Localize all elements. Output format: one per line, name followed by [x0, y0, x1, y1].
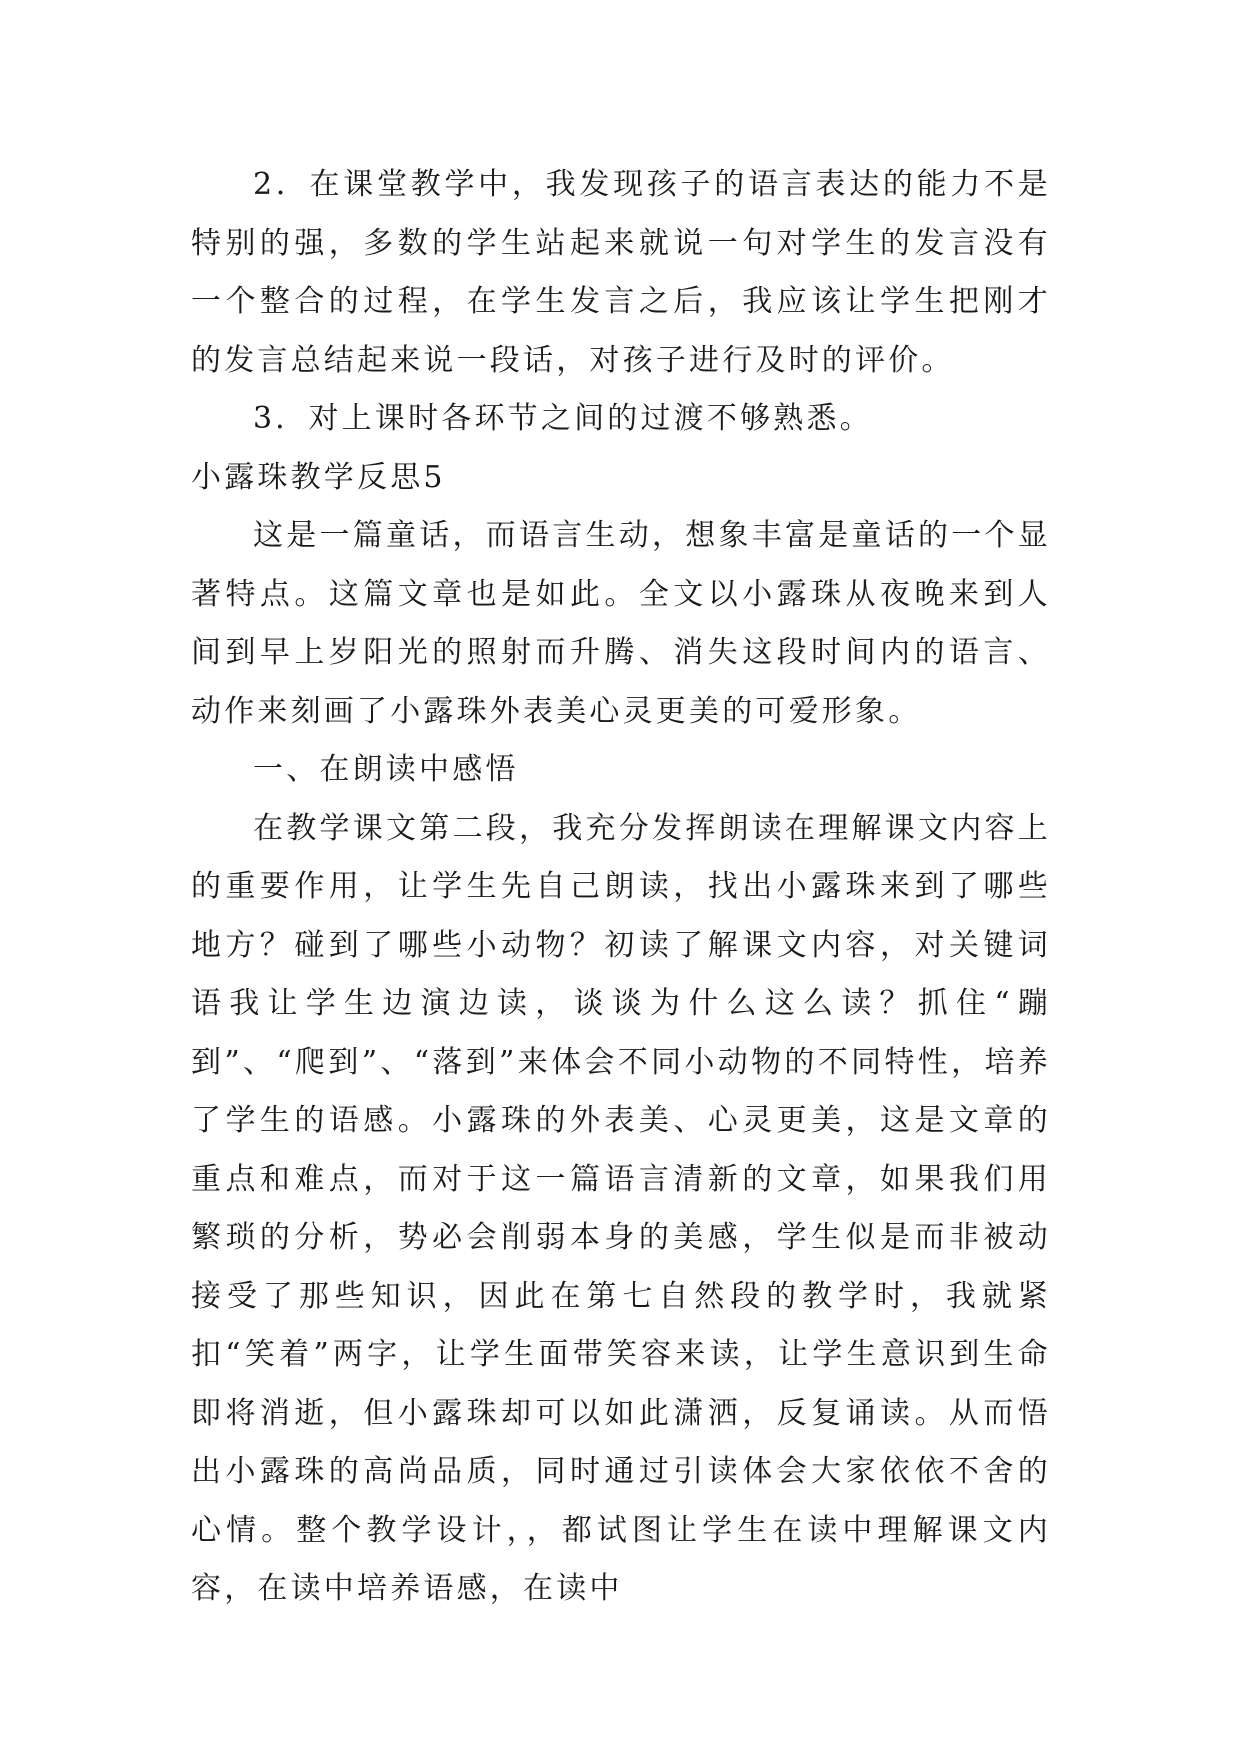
section-heading: 小露珠教学反思5 — [191, 459, 446, 495]
document-body — [191, 156, 1051, 1619]
paragraph-intro: 这是一篇童话，而语言生动，想象丰富是童话的一个显著特点。这篇文章也是如此。全文以小露珠从夜晚来到人间到早上岁阳光的照射而升腾、消失这段时间内的语言、动作来刻画了小露珠外表美心灵更美的可爱形象。 — [191, 518, 1051, 729]
paragraph-point-3: 3．对上课时各环节之间的过渡不够熟悉。 — [253, 401, 873, 436]
subheading-reading: 一、在朗读中感悟 — [253, 752, 519, 787]
paragraph-point-2: 2．在课堂教学中，我发现孩子的语言表达的能力不是特别的强，多数的学生站起来就说一句对学生的发言没有一个整合的过程，在学生发言之后，我应该让学生把刚才的发言总结起来说一段话，对孩子进行及时的评价。 — [191, 167, 1051, 378]
paragraph-reading: 在教学课文第二段，我充分发挥朗读在理解课文内容上的重要作用，让学生先自己朗读，找出小露珠来到了哪些地方？碰到了哪些小动物？初读了解课文内容，对关键词语我让学生边演边读，谈谈为什么这么读？抓住“蹦到”、“爬到”、“落到”来体会不同小动物的不同特性，培养了学生的语感。小露珠的外表美、心灵更美，这是文章的重点和难点，而对于这一篇语言清新的文章，如果我们用繁琐的分析，势必会削弱本身的美感，学生似是而非被动接受了那些知识，因此在第七自然段的教学时，我就紧扣“笑着”两字，让学生面带笑容来读，让学生意识到生命即将消逝，但小露珠却可以如此潇洒，反复诵读。从而悟出小露珠的高尚品质，同时通过引读体会大家依依不舍的心情。整个教学设计，，都试图让学生在读中理解课文内容，在读中培养语感，在读中 — [191, 810, 1051, 1606]
